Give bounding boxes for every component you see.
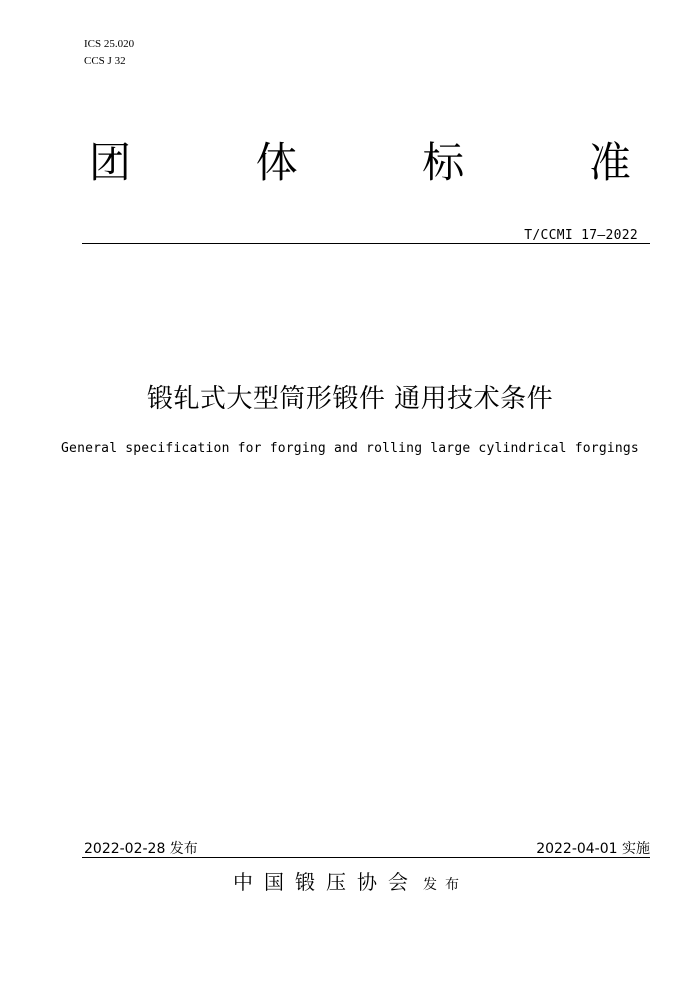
ics-code: ICS 25.020	[84, 38, 135, 50]
implementation-date: 2022-04-01 实施	[536, 841, 650, 857]
banner-char-1: 团	[88, 138, 131, 187]
publisher-action: 发布	[423, 877, 467, 893]
standard-type-banner	[80, 133, 640, 193]
publisher-line	[0, 866, 700, 895]
banner-char-2: 体	[255, 138, 298, 187]
classification-codes	[84, 36, 134, 70]
standard-number: T/CCMI 17—2022	[524, 228, 638, 243]
bottom-divider	[82, 857, 650, 858]
document-title-chinese: 锻轧式大型筒形锻件 通用技术条件	[146, 384, 554, 414]
top-divider	[82, 243, 650, 244]
banner-char-4: 准	[588, 138, 631, 187]
document-title-english: General specification for forging and rolling large cylindrical forgings	[61, 441, 639, 456]
ccs-code: CCS J 32	[84, 55, 126, 67]
banner-char-3: 标	[422, 138, 465, 187]
publisher-name: 中国锻压协会	[233, 870, 419, 894]
issue-date: 2022-02-28 发布	[84, 841, 198, 857]
